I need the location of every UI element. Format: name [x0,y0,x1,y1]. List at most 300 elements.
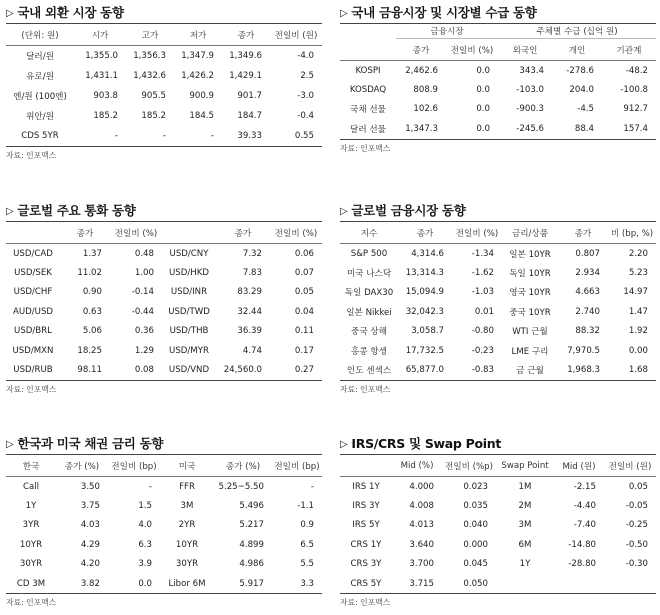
row-label: Call [22,481,40,492]
table-cell: 343.4 [519,65,544,76]
table-cell: -0.14 [131,287,154,298]
panel-fx [6,3,322,161]
table-cell: 32,042.3 [405,306,444,317]
table-cell: 3.9 [138,559,152,570]
table-cell: 1,431.1 [85,71,118,81]
table-cell: 2,462.6 [405,65,438,76]
row-label: USD/CNY [169,248,209,259]
row-label: IRS 3Y [352,501,380,512]
table-cell: 83.29 [237,287,262,298]
table-row [340,322,656,341]
table-row [6,516,322,535]
table-cell: -48.2 [625,65,649,76]
source-note: 자료: 인포맥스 [6,151,57,160]
table-cell: 17,732.5 [405,345,444,356]
table-cell: -3.0 [297,91,314,101]
column-header: 전일비 (%) [274,228,318,239]
table-cell: 184.7 [237,111,262,121]
table-row [6,126,322,147]
table-cell: 5.06 [82,326,102,337]
table-header-row [340,39,656,61]
table-cell: - [310,481,314,492]
table-cell: 185.2 [141,111,166,121]
panel-title: ▷ 글로벌 주요 통화 동향 [6,201,322,221]
table-row [6,302,322,321]
table-cell: 901.7 [237,91,262,101]
table-cell: 2.934 [575,268,600,279]
column-header: 한국 [22,461,40,472]
table-cell: 185.2 [93,111,118,121]
row-label: KOSDAQ [349,85,387,96]
currency-table [6,221,322,381]
row-label: 10YR [19,539,43,550]
row-label: IRS 5Y [352,520,380,531]
table-cell: 0.0 [138,578,152,589]
table-cell: -103.0 [516,85,544,96]
row-label: USD/CHF [13,287,53,298]
column-header: 전일비 (원) [274,30,318,41]
column-header: 고가 [141,30,159,41]
table-cell: 3.700 [409,559,434,570]
panel-title: ▷ 국내 외환 시장 동향 [6,3,322,23]
table-cell: -0.25 [625,520,648,531]
table-cell: -2.15 [573,481,596,492]
table-cell: 4.899 [239,539,264,550]
row-label: USD/BRL [14,326,52,337]
row-label: 3YR [22,520,40,531]
table-cell: 903.8 [93,91,118,101]
table-cell: 7.83 [242,268,262,279]
table-cell: 1.5 [138,501,152,512]
table-cell: -1.1 [297,501,314,512]
column-header: 전일비 (%) [114,228,158,239]
bond-table [6,454,322,594]
table-row [340,574,656,594]
table-cell: 3,058.7 [411,326,444,337]
row-label: AUD/USD [12,306,54,317]
table-cell: 1,347.9 [181,51,214,61]
table-cell: -4.0 [297,51,314,61]
table-row [6,496,322,515]
triangle-bullet-icon: ▷ [340,8,348,19]
table-cell: 5.496 [239,501,264,512]
table-cell: 0.55 [294,131,314,141]
source-note: 자료: 인포맥스 [340,143,391,153]
table-cell: - [148,481,152,492]
panel-global [340,201,656,395]
table-cell: 0.0 [476,65,490,76]
row-label: 중국 상해 [351,327,387,338]
table-cell: 88.4 [574,123,594,134]
table-cell: 0.000 [463,539,488,550]
table-cell: -4.5 [577,104,594,115]
table-cell: 0.01 [474,306,494,317]
table-cell: 1.92 [628,326,648,337]
column-header: Swap Point [501,460,549,471]
row-label: USD/SEK [14,268,52,279]
column-header: 금리/상품 [511,228,549,239]
table-header-row [340,455,656,477]
table-cell: -0.30 [625,559,648,570]
table-cell: 5.217 [239,520,264,531]
row-label: USD/MXN [12,345,54,356]
table-group-header-row [340,24,656,39]
table-cell: 2.740 [575,306,600,317]
table-row [340,496,656,515]
table-cell: 0.0 [476,85,490,96]
table-cell: 3.3 [300,578,314,589]
table-row [340,516,656,535]
table-cell: 0.045 [463,559,488,570]
column-header: 지수 [360,228,378,239]
table-row [340,341,656,360]
table-cell: 13,314.3 [405,268,444,279]
row-label: 10YR [175,539,199,550]
table-cell: -4.40 [573,501,596,512]
table-cell: - [114,131,118,141]
row-label: 국채 선물 [350,105,386,116]
table-cell: 5.917 [239,578,264,589]
table-cell: 1,426.2 [181,71,214,81]
column-header: 기관계 [616,45,642,56]
table-cell: 4.29 [80,539,100,550]
table-cell: -245.6 [516,123,544,134]
table-row [6,477,322,497]
panel-bond [6,434,322,608]
table-row [6,535,322,554]
table-row [6,106,322,126]
table-cell: 1,355.0 [85,51,118,61]
column-header: 개인 [568,45,586,56]
group-header-market: 금융시장 [396,24,498,39]
table-cell: 14.97 [623,287,648,298]
panel-flow [340,3,656,154]
table-cell: 1,356.3 [133,51,166,61]
row-label: USD/THB [169,326,209,337]
table-cell: 1,347.3 [405,123,438,134]
table-row [340,360,656,380]
row-label: 6M [518,539,532,550]
table-cell: 15,094.9 [405,287,444,298]
column-header: 미국 [178,461,196,472]
panel-currency [6,201,322,395]
panel-title: ▷ IRS/CRS 및 Swap Point [340,434,656,454]
row-label: 3M [180,501,194,512]
table-cell: 0.27 [294,365,314,376]
table-row [340,263,656,282]
table-cell: 0.050 [463,578,488,589]
table-cell: 0.05 [294,287,314,298]
table-cell: 0.90 [82,287,102,298]
table-cell: 1.47 [628,306,648,317]
row-label: 인도 센섹스 [346,366,392,377]
table-cell [554,574,604,594]
table-cell: -28.80 [568,559,596,570]
row-label: 홍콩 항셍 [351,346,387,357]
triangle-bullet-icon: ▷ [6,8,14,19]
table-cell: 0.08 [134,365,154,376]
table-row [6,283,322,302]
fx-table [6,23,322,147]
table-cell: 88.32 [575,326,600,337]
column-header [340,455,392,477]
table-row [6,322,322,341]
table-cell: 5.5 [300,559,314,570]
column-header: 종가 [76,228,94,239]
column-header: 종가 [234,228,252,239]
table-header-row [6,222,322,244]
row-label: 미국 나스닥 [346,269,392,280]
column-header: 전일비 (bp) [111,461,157,472]
row-label: 3M [518,520,532,531]
table-cell: 7.32 [242,248,262,259]
table-cell: 0.11 [294,326,314,337]
triangle-bullet-icon: ▷ [6,439,14,450]
column-header: 전일비 (%) [450,45,494,56]
column-header: 종가 [416,228,434,239]
column-header: 시가 [91,30,109,41]
triangle-bullet-icon: ▷ [340,439,348,450]
table-cell: 4.986 [239,559,264,570]
column-header: 종가 [237,30,255,41]
table-cell: 4.03 [80,520,100,531]
column-header: 전일비 (원) [608,461,652,472]
table-cell: -1.62 [471,268,494,279]
table-cell: -1.03 [471,287,494,298]
table-cell: 0.040 [463,520,488,531]
table-cell: 0.807 [575,248,600,259]
column-header [340,39,396,61]
panel-title: ▷ 글로벌 금융시장 동향 [340,201,656,221]
flow-table [340,23,656,140]
triangle-bullet-icon: ▷ [6,206,14,217]
table-cell: 0.00 [628,345,648,356]
column-header: 전일비 (bp) [274,461,320,472]
table-cell: 3.640 [409,539,434,550]
table-cell: - [210,131,214,141]
table-cell: 98.11 [77,365,102,376]
table-cell: -7.40 [573,520,596,531]
table-row [340,555,656,574]
table-cell: 157.4 [623,123,649,134]
table-cell: 1.29 [134,345,154,356]
table-cell [604,574,656,594]
row-label: CRS 5Y [350,578,382,589]
table-cell: 912.7 [623,104,649,115]
source-note: 자료: 인포맥스 [340,384,391,394]
table-cell: 4.20 [80,559,100,570]
table-cell: 0.63 [82,306,102,317]
table-header-row [6,455,322,477]
table-cell: 1,429.1 [229,71,262,81]
row-label: USD/CAD [13,248,53,259]
table-row [340,302,656,321]
table-cell: 3.50 [80,481,100,492]
row-label: KOSPI [355,65,381,76]
row-label: 2YR [178,520,196,531]
column-header: 전일비 (%) [455,228,499,239]
table-cell: -0.50 [625,539,648,550]
table-cell: -0.23 [471,345,494,356]
table-cell: -0.80 [471,326,494,337]
table-cell: 0.0 [476,104,490,115]
row-label: WTI 근월 [512,327,548,338]
row-label: 30YR [19,559,43,570]
row-label: 영국 10YR [509,288,551,299]
table-row [340,61,656,81]
table-cell: 5.23 [628,268,648,279]
row-label: LME 구리 [511,346,549,357]
row-label: USD/MYR [169,345,209,356]
column-header: 비 (bp, %) [610,228,654,239]
table-cell: 11.02 [77,268,102,279]
table-row [6,555,322,574]
table-cell: 18.25 [77,345,102,356]
column-header: 전일비 (%p) [445,461,493,472]
table-cell: 0.023 [463,481,488,492]
table-cell: -100.8 [620,85,649,96]
table-cell: 1,968.3 [567,365,600,376]
table-cell: 3.715 [409,578,434,589]
triangle-bullet-icon: ▷ [340,206,348,217]
table-cell: 184.5 [189,111,214,121]
row-label: 달러 선물 [350,124,386,135]
table-cell: 1.37 [82,248,102,259]
table-cell: 0.36 [134,326,154,337]
table-header-row [340,222,656,244]
row-label [496,574,554,594]
column-header: Mid (%) [400,460,434,471]
table-cell: -278.6 [566,65,594,76]
row-label: 유로/원 [26,72,54,82]
table-cell: -900.3 [516,104,544,115]
source-note: 자료: 인포맥스 [6,384,57,394]
row-label: 위안/원 [26,112,54,122]
table-cell: 4.663 [575,287,600,298]
column-header: (단위: 원) [21,30,59,41]
table-cell: 905.5 [141,91,166,101]
table-row [6,341,322,360]
group-header-investor: 주체별 수급 (십억 원) [498,24,656,39]
row-label: CDS 5YR [21,131,59,141]
table-cell: -1.34 [471,248,494,259]
table-cell: 3.75 [80,501,100,512]
table-cell: 0.06 [294,248,314,259]
row-label: IRS 1Y [352,481,380,492]
row-label: 2M [518,501,532,512]
irs-table [340,454,656,594]
table-row [340,80,656,99]
column-header: 종가 [574,228,592,239]
row-label: Libor 6M [168,578,206,589]
column-header [162,222,216,244]
table-cell: 1.00 [134,268,154,279]
table-cell: -0.4 [297,111,314,121]
row-label: USD/TWD [168,306,210,317]
column-header: 종가 [412,45,430,56]
table-cell: 39.33 [237,131,262,141]
table-cell: 0.9 [300,520,314,531]
column-header: 저가 [189,30,207,41]
table-cell: 2.5 [300,71,314,81]
column-header: Mid (원) [562,461,596,472]
table-row [340,119,656,139]
row-label: FFR [179,481,195,492]
table-cell: 808.9 [413,85,438,96]
table-cell: 4,314.6 [411,248,444,259]
table-cell: -0.05 [625,501,648,512]
table-row [340,535,656,554]
table-row [6,244,322,264]
row-label: USD/HKD [169,268,209,279]
table-cell: 102.6 [413,104,438,115]
table-cell: 0.04 [294,306,314,317]
table-row [6,263,322,282]
column-header [6,222,60,244]
table-cell: 900.9 [189,91,214,101]
column-header: 종가 (%) [225,461,261,472]
source-note: 자료: 인포맥스 [6,598,57,608]
row-label: CD 3M [16,578,46,589]
table-row [6,46,322,67]
table-cell: 1,349.6 [229,51,262,61]
table-row [340,244,656,264]
row-label: 1M [518,481,532,492]
table-cell: -0.83 [471,365,494,376]
row-label: 중국 10YR [509,307,551,318]
row-label: 1Y [519,559,531,570]
row-label: 달러/원 [26,52,54,62]
row-label: 1Y [25,501,37,512]
table-row [340,100,656,119]
table-row [340,283,656,302]
table-cell: 1.68 [628,365,648,376]
table-cell: 0.035 [463,501,488,512]
table-cell: 0.0 [476,123,490,134]
panel-irs [340,434,656,608]
column-header: 종가 (%) [64,461,100,472]
row-label: CRS 3Y [350,559,382,570]
table-cell: -14.80 [568,539,596,550]
table-cell: 4.74 [242,345,262,356]
row-label: 30YR [175,559,199,570]
table-row [6,66,322,86]
table-header-row [6,24,322,46]
table-cell: 0.48 [134,248,154,259]
table-cell: 0.07 [294,268,314,279]
table-cell: 1,432.6 [133,71,166,81]
table-row [6,574,322,594]
table-cell: 7,970.5 [567,345,600,356]
global-table [340,221,656,381]
table-cell: 0.17 [294,345,314,356]
row-label: 독일 DAX30 [344,288,394,299]
table-cell: 4.0 [138,520,152,531]
table-cell: 6.3 [138,539,152,550]
table-row [6,360,322,380]
table-cell: 2.20 [628,248,648,259]
table-cell: 4.008 [409,501,434,512]
table-cell: 5.25~5.50 [218,481,264,492]
table-cell: 24,560.0 [223,365,262,376]
table-cell: 32.44 [237,306,262,317]
source-note: 자료: 인포맥스 [340,598,391,608]
table-cell: 0.05 [628,481,648,492]
row-label: CRS 1Y [350,539,382,550]
row-label: 일본 Nikkei [346,307,392,318]
table-row [6,86,322,106]
row-label: USD/RUB [13,365,53,376]
